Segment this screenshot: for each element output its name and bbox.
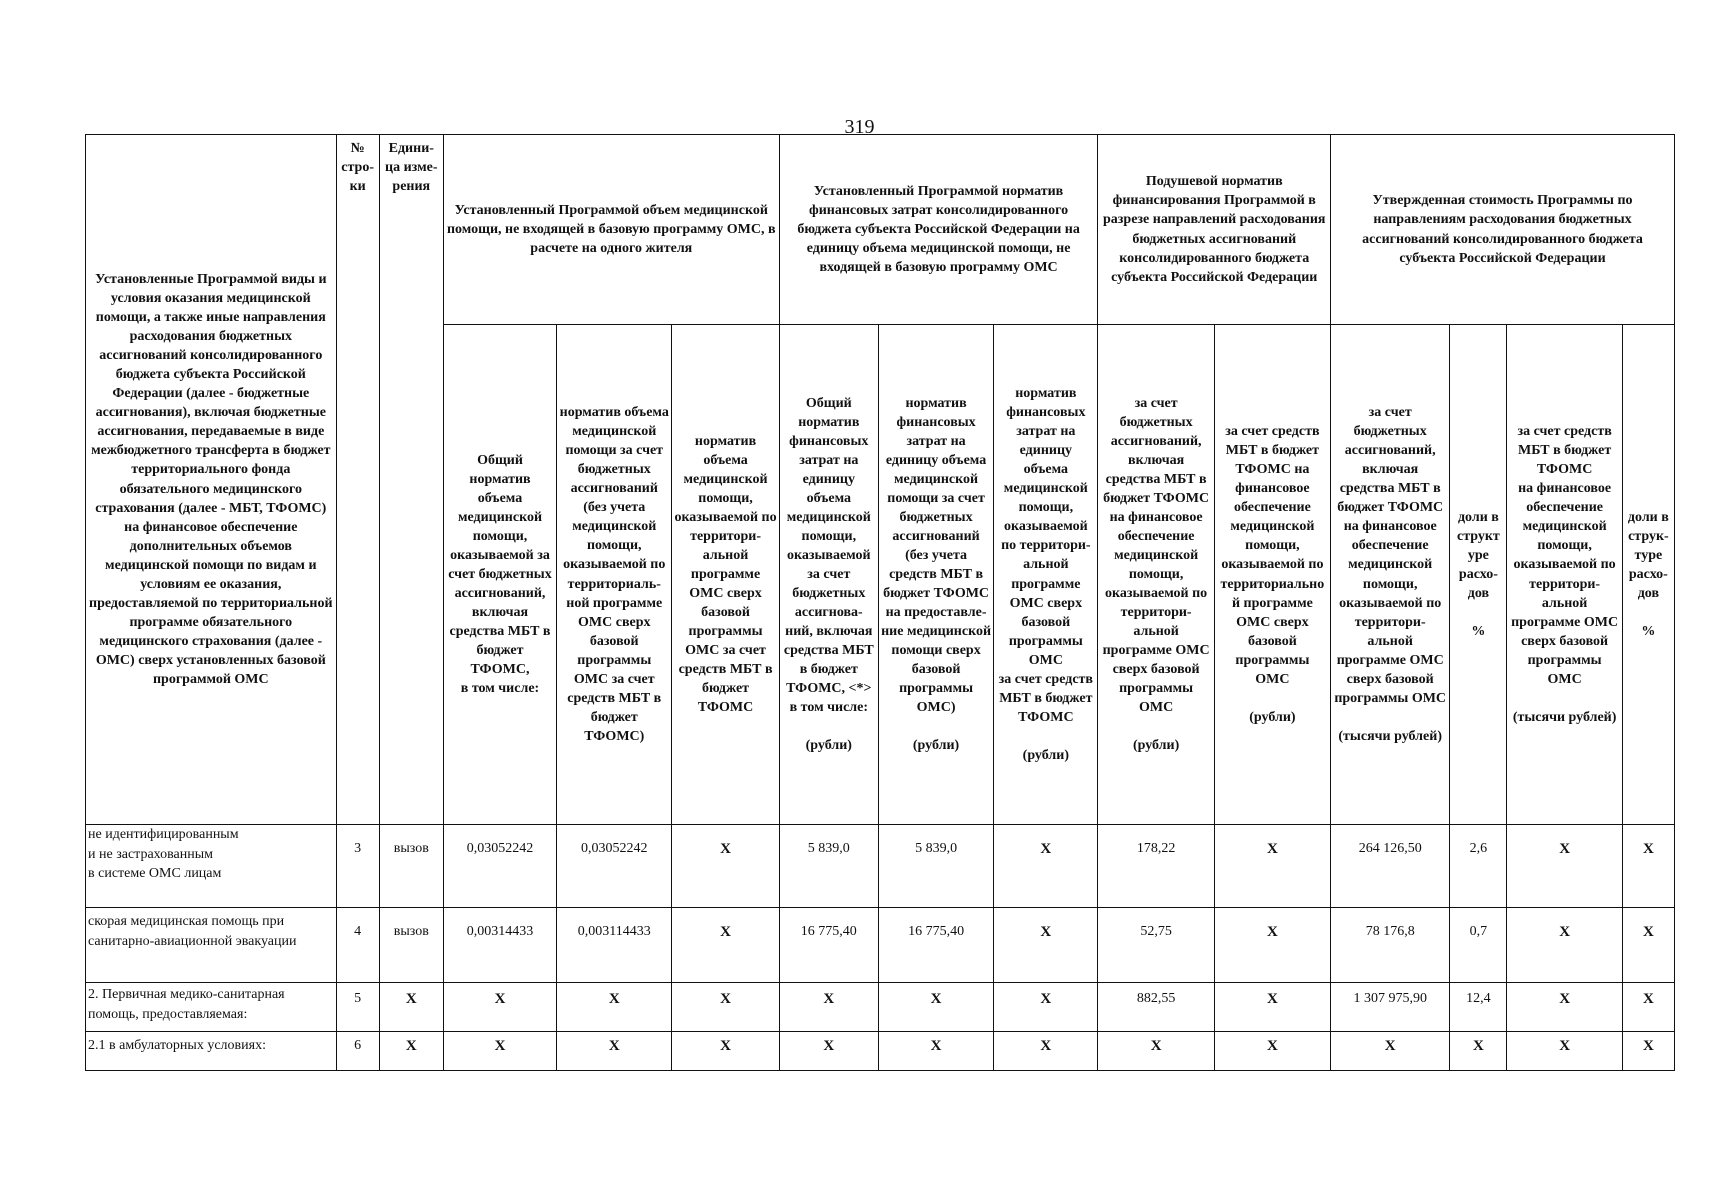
header-group-cost-norm: Установленный Программой норматив финансовых затрат консолидированного бюджета субъекта Российской Федерации на единицу объема медицинской помощи, не входящей в базовую программу ОМС	[779, 135, 1098, 325]
row-cell: Х	[1507, 825, 1622, 908]
row-unit: вызов	[379, 908, 443, 983]
row-cell: Х	[672, 983, 779, 1032]
row-label: скорая медицинская помощь при санитарно-авиационной эвакуации	[86, 908, 337, 983]
row-label: 2. Первичная медико-санитарная помощь, предоставляемая:	[86, 983, 337, 1032]
row-cell: 882,55	[1098, 983, 1214, 1032]
row-cell: 5 839,0	[779, 825, 878, 908]
row-cell: Х	[779, 1032, 878, 1071]
row-cell: Х	[994, 1032, 1098, 1071]
row-cell: 0,003114433	[557, 908, 672, 983]
header-group-volume: Установленный Программой объем медицинской помощи, не входящей в базовую программу ОМС, в расчете на одного жителя	[443, 135, 779, 325]
row-cell: 2,6	[1450, 825, 1507, 908]
subheader-total-volume: Общий норматив объема медицинской помощи, оказываемой за счет бюджетных ассигнований, включая средства МБТ в бюджет ТФОМС, в том числе:	[443, 325, 556, 825]
row-cell: Х	[443, 983, 556, 1032]
row-cell: Х	[1331, 1032, 1450, 1071]
row-cell: Х	[557, 1032, 672, 1071]
row-label: не идентифицированным и не застрахованным в системе ОМС лицам	[86, 825, 337, 908]
header-group-per-capita: Подушевой норматив финансирования Программой в разрезе направлений расходования бюджетных ассигнований консолидированного бюджета субъекта Российской Федерации	[1098, 135, 1331, 325]
row-cell: Х	[779, 983, 878, 1032]
row-cell: 78 176,8	[1331, 908, 1450, 983]
row-cell: Х	[1507, 1032, 1622, 1071]
row-cell: Х	[443, 1032, 556, 1071]
row-cell: Х	[1507, 983, 1622, 1032]
subheader-per-capita-mbt: за счет средств МБТ в бюджет ТФОМС на финансовое обеспечение медицинской помощи, оказываемой по территориальной программе ОМС сверх базовой программы ОМС (рубли)	[1214, 325, 1330, 825]
row-number: 6	[336, 1032, 379, 1071]
row-cell: 5 839,0	[878, 825, 993, 908]
row-cell: Х	[1507, 908, 1622, 983]
row-cell: Х	[878, 983, 993, 1032]
row-cell: Х	[1214, 983, 1330, 1032]
subheader-share-budget: доли в структ уре расхо-дов %	[1450, 325, 1507, 825]
row-cell: 1 307 975,90	[1331, 983, 1450, 1032]
page-number: 319	[844, 116, 875, 138]
row-cell: 16 775,40	[779, 908, 878, 983]
row-unit: вызов	[379, 825, 443, 908]
subheader-total-cost: Общий норматив финансовых затрат на единицу объема медицинской помощи, оказываемой за счет бюджетных ассигнова-ний, включая средства МБТ в бюджет ТФОМС, <*> в том числе: (рубли)	[779, 325, 878, 825]
row-cell: Х	[557, 983, 672, 1032]
subheader-approved-mbt: за счет средств МБТ в бюджет ТФОМС на финансовое обеспечение медицинской помощи, оказываемой по территори-альной программе ОМС сверх базовой программы ОМС (тысячи рублей)	[1507, 325, 1622, 825]
row-cell: Х	[994, 908, 1098, 983]
row-cell: 16 775,40	[878, 908, 993, 983]
row-cell: Х	[994, 983, 1098, 1032]
row-cell: Х	[1622, 983, 1674, 1032]
row-cell: Х	[878, 1032, 993, 1071]
row-cell: 12,4	[1450, 983, 1507, 1032]
row-cell: Х	[672, 825, 779, 908]
subheader-volume-oms: норматив объема медицинской помощи, оказываемой по территори-альной программе ОМС сверх базовой программы ОМС за счет средств МБТ в бюджет ТФОМС	[672, 325, 779, 825]
row-cell: 0,03052242	[557, 825, 672, 908]
row-cell: Х	[1450, 1032, 1507, 1071]
row-unit: Х	[379, 1032, 443, 1071]
row-cell: 0,00314433	[443, 908, 556, 983]
table-row	[86, 1032, 1675, 1071]
subheader-cost-budget: норматив финансовых затрат на единицу объема медицинской помощи за счет бюджетных ассигнований (без учета средств МБТ в бюджет ТФОМС на предоставле-ние медицинской помощи сверх базовой программы ОМС) (рубли)	[878, 325, 993, 825]
table-row	[86, 908, 1675, 983]
table-row	[86, 983, 1675, 1032]
row-number: 4	[336, 908, 379, 983]
row-cell: Х	[1622, 1032, 1674, 1071]
row-label: 2.1 в амбулаторных условиях:	[86, 1032, 337, 1071]
row-cell: 178,22	[1098, 825, 1214, 908]
row-unit: Х	[379, 983, 443, 1032]
row-cell: Х	[994, 825, 1098, 908]
subheader-volume-budget: норматив объема медицинской помощи за счет бюджетных ассигнований (без учета медицинской помощи, оказываемой по территориаль-ной программе ОМС сверх базовой программы ОМС за счет средств МБТ в бюджет ТФОМС)	[557, 325, 672, 825]
subheader-cost-oms: норматив финансовых затрат на единицу объема медицинской помощи, оказываемой по территори-альной программе ОМС сверх базовой программы ОМС за счет средств МБТ в бюджет ТФОМС (рубли)	[994, 325, 1098, 825]
subheader-share-mbt: доли в струк-туре расхо-дов %	[1622, 325, 1674, 825]
row-cell: Х	[1098, 1032, 1214, 1071]
header-type-of-care: Установленные Программой виды и условия оказания медицинской помощи, а также иные направления расходования бюджетных ассигнований консолидированного бюджета субъекта Российской Федерации (далее - бюджетные ассигнования), включая бюджетные ассигнования, передаваемые в виде межбюджетного трансферта в бюджет территориального фонда обязательного медицинского страхования (далее - МБТ, ТФОМС) на финансовое обеспечение дополнительных объемов медицинской помощи по видам и условиям ее оказания, предоставляемой по территориальной программе обязательного медицинского страхования (далее - ОМС) сверх установленных базовой программой ОМС	[86, 135, 337, 825]
row-cell: 264 126,50	[1331, 825, 1450, 908]
row-cell: Х	[1214, 825, 1330, 908]
budget-table	[85, 134, 1675, 1071]
row-cell: Х	[672, 908, 779, 983]
row-cell: Х	[1214, 1032, 1330, 1071]
subheader-approved-budget: за счет бюджетных ассигнований, включая средства МБТ в бюджет ТФОМС на финансовое обеспечение медицинской помощи, оказываемой по территори-альной программе ОМС сверх базовой программы ОМС (тысячи рублей)	[1331, 325, 1450, 825]
subheader-per-capita-budget: за счет бюджетных ассигнований, включая средства МБТ в бюджет ТФОМС на финансовое обеспечение медицинской помощи, оказываемой по территори-альной программе ОМС сверх базовой программы ОМС (рубли)	[1098, 325, 1214, 825]
header-row-number: № стро-ки	[336, 135, 379, 825]
row-cell: 0,7	[1450, 908, 1507, 983]
row-cell: 52,75	[1098, 908, 1214, 983]
table-row	[86, 825, 1675, 908]
row-cell: 0,03052242	[443, 825, 556, 908]
row-cell: Х	[672, 1032, 779, 1071]
row-cell: Х	[1214, 908, 1330, 983]
row-cell: Х	[1622, 908, 1674, 983]
header-unit: Едини-ца изме-рения	[379, 135, 443, 825]
row-number: 5	[336, 983, 379, 1032]
header-group-approved-cost: Утвержденная стоимость Программы по направлениям расходования бюджетных ассигнований консолидированного бюджета субъекта Российской Федерации	[1331, 135, 1675, 325]
row-number: 3	[336, 825, 379, 908]
row-cell: Х	[1622, 825, 1674, 908]
